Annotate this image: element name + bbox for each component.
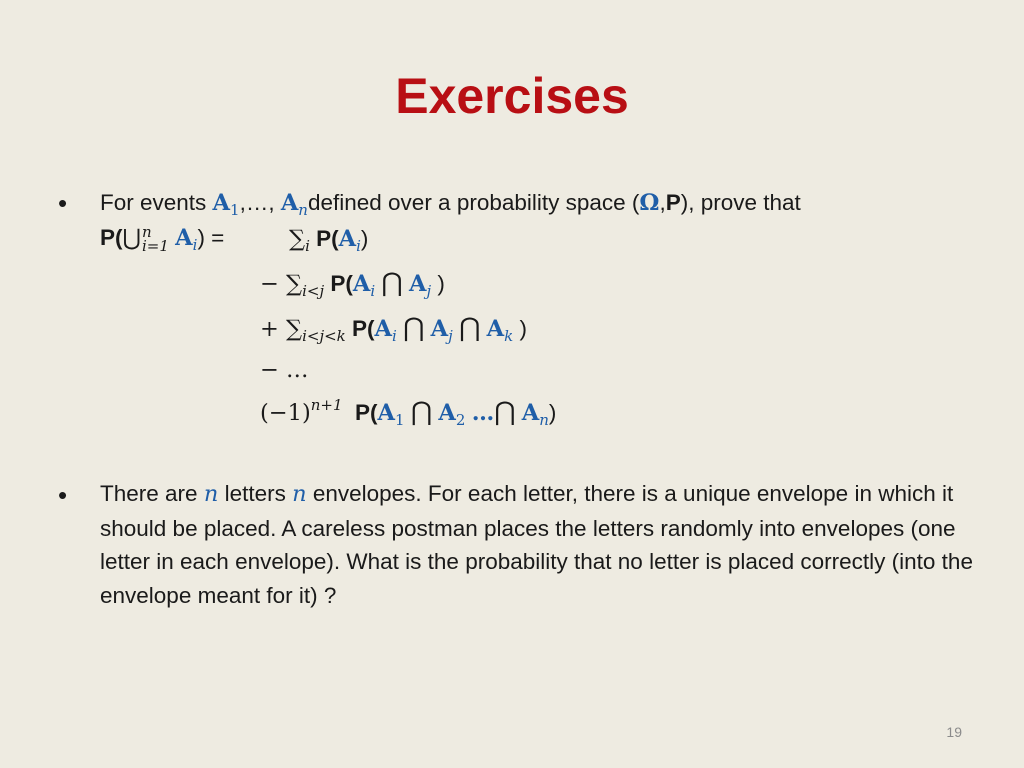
text-defined-over: defined over a probability space ( [307, 190, 640, 215]
slide-title: Exercises [395, 68, 629, 124]
bullet-marker-2: • [58, 480, 68, 510]
text-eq: ) = [197, 225, 225, 250]
math-A: A [409, 271, 427, 297]
math-P-open: P( [352, 316, 375, 341]
sum-sub-i-lt-j-lt-k: i<j<k [302, 327, 346, 345]
math-A: A [352, 271, 371, 297]
math-P-open: P( [100, 225, 123, 250]
text-envelopes-rest: envelopes. For each letter, there is a unique envelope in which it should be placed. A careless postman places the letters randomly into envelopes (one letter in each envelope). What is the probability that no letter is placed correctly (into the envelope meant for it) ? [100, 481, 973, 608]
math-sub-i: i [192, 236, 198, 254]
bullet2-paragraph [100, 477, 980, 612]
math-A: A [374, 316, 392, 342]
text-comma: , [659, 190, 666, 215]
union-bottom: i=1 [141, 237, 169, 256]
text-prove-that: ), prove that [680, 190, 801, 215]
exponent-n-plus-1: n+1 [310, 396, 343, 414]
math-A: A [338, 226, 357, 252]
text-there-are: There are [100, 481, 204, 506]
math-sub-n: n [539, 411, 549, 429]
math-P-open: P( [316, 226, 339, 251]
math-P: P [665, 190, 681, 215]
sum-line-3 [260, 311, 527, 346]
sum-symbol: ∑ [289, 226, 306, 252]
sum-line-1 [289, 222, 368, 256]
math-sub-i: i [356, 237, 361, 255]
close-paren: ) [437, 271, 445, 296]
math-sub-n: n [298, 201, 308, 219]
sum-line-last [260, 395, 556, 430]
math-sub-2: 2 [455, 411, 466, 429]
text-for-events: For events [100, 190, 213, 215]
math-P-open: P( [330, 271, 353, 296]
intersection-symbol: ⋂ [403, 313, 425, 343]
dots-line [260, 353, 309, 387]
math-A: A [175, 225, 193, 251]
close-paren: ) [360, 226, 369, 251]
math-A: A [212, 190, 231, 216]
math-P-open: P( [355, 400, 378, 425]
plus-sum-symbol: + ∑ [260, 316, 303, 342]
math-sub-j: j [448, 327, 453, 345]
sum-sub-i-lt-j: i<j [302, 282, 325, 300]
minus-sum-symbol: − ∑ [260, 271, 303, 297]
close-paren: ) [548, 400, 557, 425]
text-letters: letters [218, 481, 293, 506]
bullet1-line2 [100, 221, 224, 255]
math-n: n [292, 481, 307, 507]
math-A: A [377, 400, 395, 426]
math-sub-1: 1 [230, 201, 240, 219]
bullet-marker-1: • [58, 188, 68, 218]
close-paren: ) [519, 316, 527, 341]
math-sub-j: j [426, 282, 432, 300]
text-comma-dots: ,…, [239, 190, 281, 215]
intersection-symbol: ⋂ [381, 268, 403, 298]
union-limits [141, 223, 169, 256]
math-sub-i: i [392, 327, 397, 345]
math-A: A [486, 316, 505, 342]
bullet1-line1 [100, 186, 801, 220]
intersection-symbol: ⋂ [459, 313, 481, 343]
sum-sub-i: i [305, 237, 310, 255]
math-ellipsis: … [471, 400, 495, 426]
math-A: A [438, 400, 456, 426]
page-number: 19 [946, 724, 962, 740]
minus-dots: − … [260, 357, 309, 383]
math-A: A [280, 190, 299, 216]
union-symbol: ⋃ [122, 225, 141, 251]
union-top: n [141, 223, 152, 242]
math-omega: Ω [639, 190, 660, 216]
intersection-symbol: ⋂ [410, 397, 433, 427]
math-A: A [430, 316, 449, 342]
math-A: A [521, 400, 540, 426]
math-n: n [203, 481, 219, 507]
sum-line-2 [260, 266, 445, 301]
math-sub-1: 1 [395, 411, 405, 429]
math-sub-k: k [504, 327, 514, 345]
intersection-symbol: ⋂ [494, 397, 516, 427]
neg-one-factor: (−1) [260, 400, 311, 426]
math-sub-i: i [370, 282, 376, 300]
